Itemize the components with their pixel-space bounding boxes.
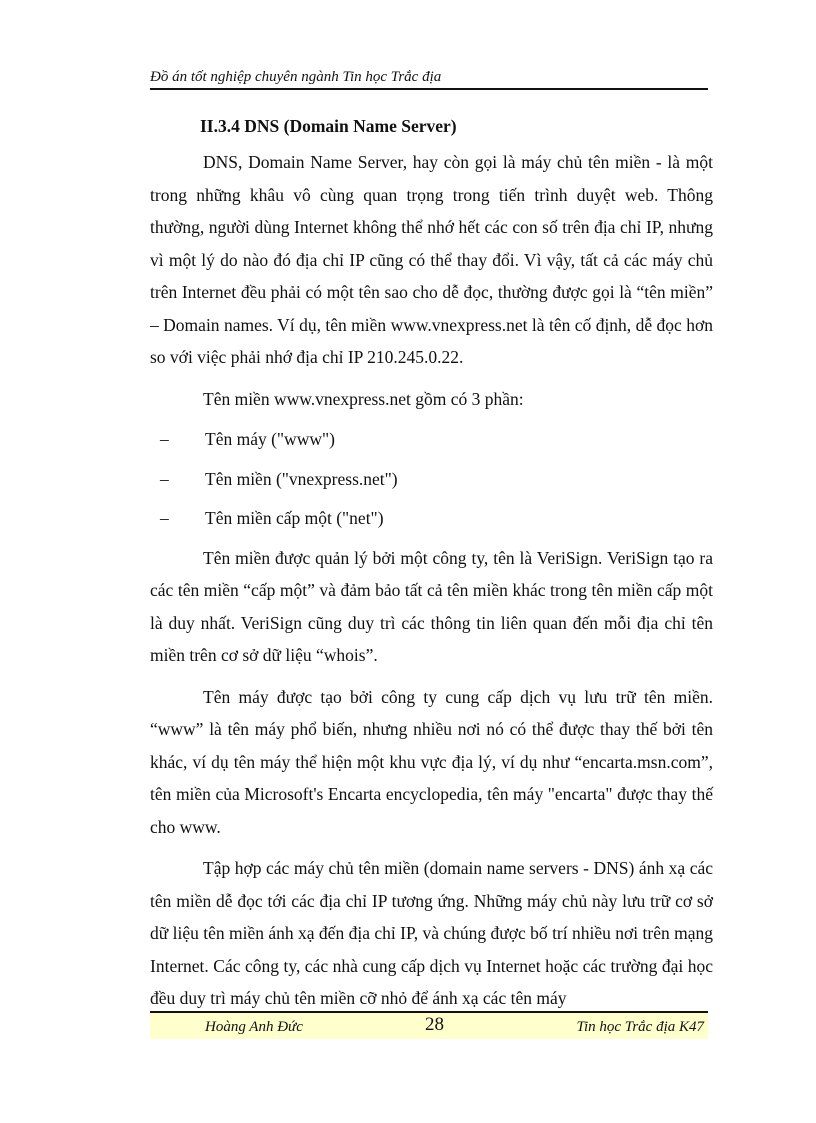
paragraph-domain-parts-intro: Tên miền www.vnexpress.net gồm có 3 phần: <box>203 388 524 409</box>
paragraph-dns-servers: Tập hợp các máy chủ tên miền (domain name servers - DNS) ánh xạ các tên miền dễ đọc tới các địa chỉ IP tương ứng. Những máy chủ này lưu trữ cơ sở dữ liệu tên miền ánh xạ đến địa chỉ IP, và chúng được bố trí nhiều nơi trên mạng Internet. Các công ty, các nhà cung cấp dịch vụ Internet hoặc các trường đại học đều duy trì máy chủ tên miền cỡ nhỏ để ánh xạ các tên máy <box>150 858 713 1008</box>
footer-author: Hoàng Anh Đức <box>205 1019 303 1035</box>
paragraph-dns-definition: DNS, Domain Name Server, hay còn gọi là máy chủ tên miền - là một trong những khâu vô cùng quan trọng trong tiến trình duyệt web. Thông thường, người dùng Internet không thể nhớ hết các con số trên địa chỉ IP, nhưng vì một lý do nào đó địa chỉ IP cũng có thể thay đổi. Vì vậy, tất cả các máy chủ trên Internet đều phải có một tên sao cho dễ đọc, thường được gọi là “tên miền” – Domain names. Ví dụ, tên miền www.vnexpress.net là tên cố định, dễ đọc hơn so với việc phải nhớ địa chỉ IP 210.245.0.22. <box>150 152 713 367</box>
section-heading: II.3.4 DNS (Domain Name Server) <box>200 116 457 136</box>
list-dash: – <box>160 508 169 528</box>
list-item <box>150 463 713 496</box>
page-header-title: Đồ án tốt nghiệp chuyên ngành Tin học Trắc địa <box>150 69 442 85</box>
page-body <box>150 110 713 1024</box>
list-item <box>150 502 713 535</box>
page-number: 28 <box>425 1014 444 1035</box>
page-footer <box>150 1011 708 1039</box>
list-item-text: Tên máy ("www") <box>205 429 335 449</box>
footer-department: Tin học Trắc địa K47 <box>576 1019 704 1035</box>
list-dash: – <box>160 429 169 449</box>
list-dash: – <box>160 468 169 489</box>
list-item-text: Tên miền cấp một ("net") <box>205 508 384 528</box>
list-item-text: Tên miền ("vnexpress.net") <box>205 468 398 489</box>
header-divider <box>150 88 708 90</box>
paragraph-host-name: Tên máy được tạo bởi công ty cung cấp dịch vụ lưu trữ tên miền. “www” là tên máy phổ biến, nhưng nhiều nơi nó có thể được thay thế bởi tên khác, ví dụ tên máy thể hiện một khu vực địa lý, ví dụ như “encarta.msn.com”, tên miền của Microsoft's Encarta encyclopedia, tên máy "encarta" được thay thế cho www. <box>150 686 713 837</box>
list-item <box>150 423 713 456</box>
paragraph-verisign: Tên miền được quản lý bởi một công ty, tên là VeriSign. VeriSign tạo ra các tên miền “cấp một” và đảm bảo tất cả tên miền khác trong tên miền cấp một là duy nhất. VeriSign cũng duy trì các thông tin liên quan đến mỗi địa chỉ tên miền trên cơ sở dữ liệu “whois”. <box>150 547 713 665</box>
